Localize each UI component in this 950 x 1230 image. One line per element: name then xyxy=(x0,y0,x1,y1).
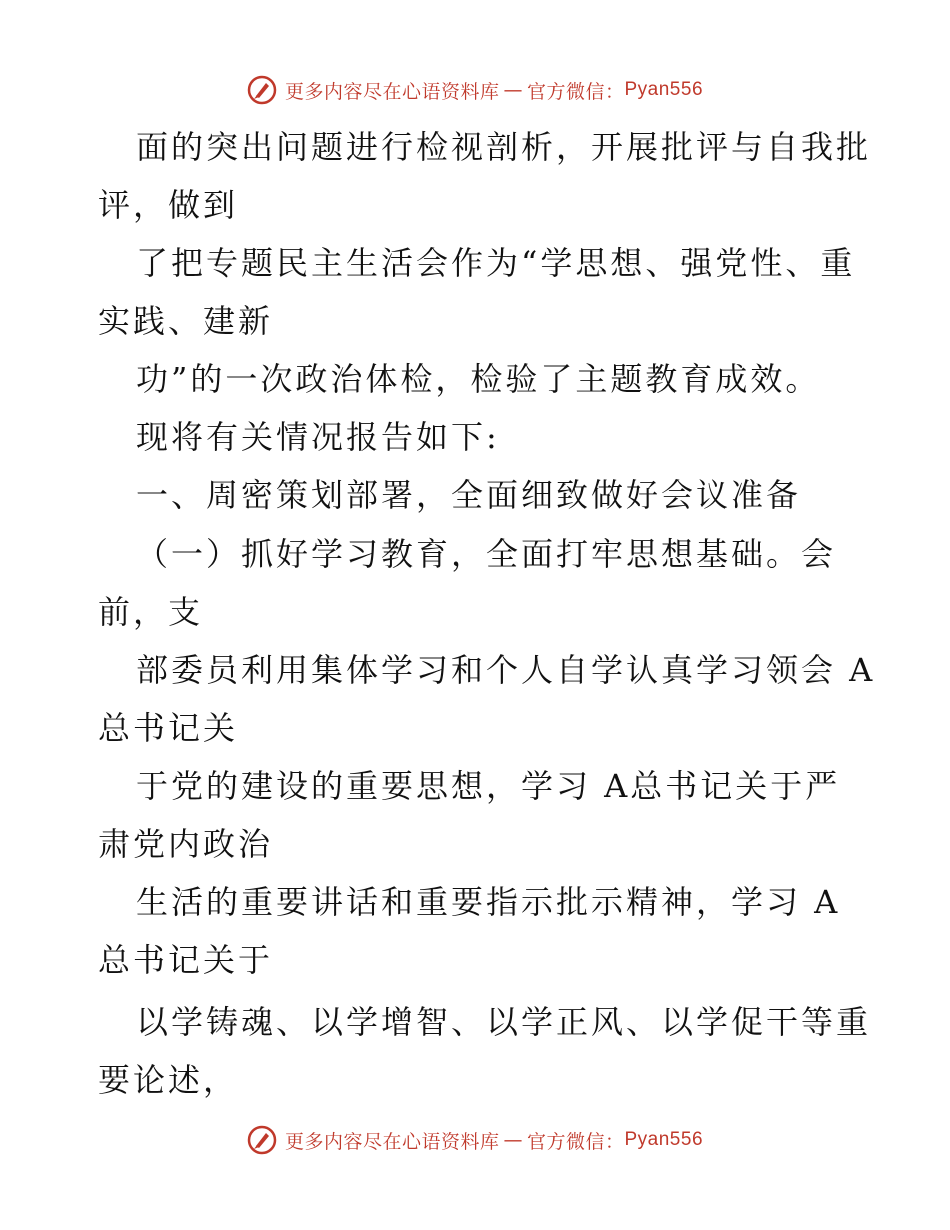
watermark-text: 更多内容尽在心语资料库 xyxy=(284,80,500,103)
text-line: 功”的一次政治体检，检验了主题教育成效。 xyxy=(136,360,821,398)
watermark-wechat-label: 官方微信： xyxy=(526,80,625,103)
watermark-handle: Pyan556 xyxy=(624,79,704,100)
text-line: 肃党内政治 xyxy=(98,825,274,863)
pen-logo-icon xyxy=(247,75,277,105)
watermark-separator: — xyxy=(503,1129,523,1151)
watermark-wechat-label: 官方微信： xyxy=(526,1130,625,1153)
watermark-text: 更多内容尽在心语资料库 xyxy=(284,1130,500,1153)
section-heading: 一、周密策划部署，全面细致做好会议准备 xyxy=(136,476,802,514)
text-line: 以学铸魂、以学增智、以学正风、以学促干等重 xyxy=(136,1003,872,1041)
text-line: 要论述， xyxy=(98,1061,239,1099)
watermark-separator: — xyxy=(503,79,523,101)
watermark-handle: Pyan556 xyxy=(624,1129,704,1150)
text-line: 总书记关 xyxy=(98,709,239,747)
text-line: 部委员利用集体学习和个人自学认真学习领会 A xyxy=(136,651,876,689)
header-watermark xyxy=(0,70,950,110)
text-line: 现将有关情况报告如下: xyxy=(136,418,500,456)
text-line: 前，支 xyxy=(98,593,204,631)
text-line: 评，做到 xyxy=(98,186,239,224)
text-line: 于党的建设的重要思想，学习 A总书记关于严 xyxy=(136,767,841,805)
text-line: 了把专题民主生活会作为“学思想、强党性、重 xyxy=(136,244,856,282)
text-line: 实践、建新 xyxy=(98,302,274,340)
text-line: 面的突出问题进行检视剖析，开展批评与自我批 xyxy=(136,128,872,166)
footer-watermark xyxy=(0,1120,950,1160)
pen-logo-icon xyxy=(247,1125,277,1155)
text-line: 生活的重要讲话和重要指示批示精神，学习 A xyxy=(136,883,841,921)
text-line: 总书记关于 xyxy=(98,941,274,979)
subsection-heading: （一）抓好学习教育，全面打牢思想基础。会 xyxy=(136,535,837,573)
